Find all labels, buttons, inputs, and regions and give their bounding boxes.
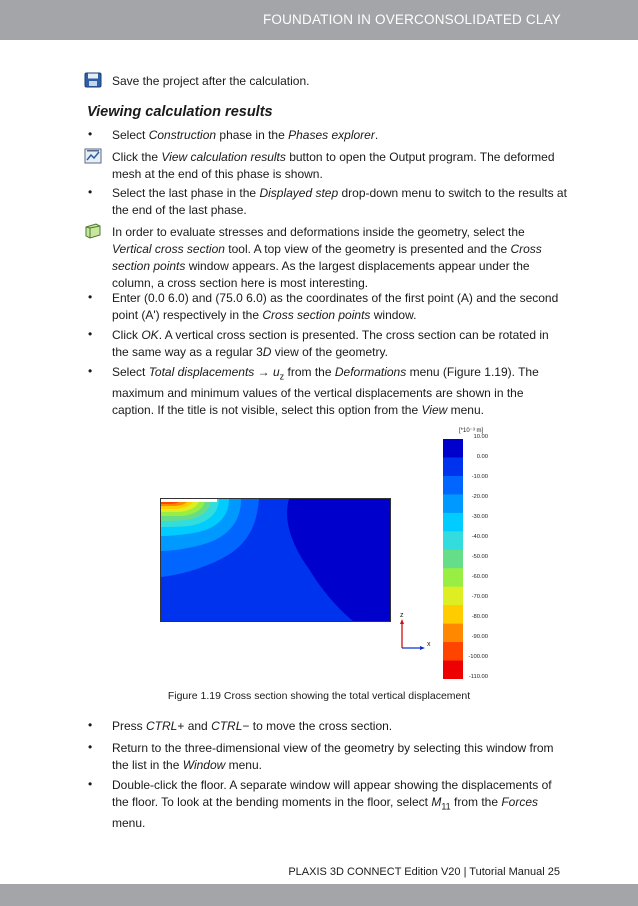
page-header-bar	[0, 0, 638, 40]
legend-swatch	[443, 531, 463, 550]
output-icon	[84, 148, 102, 164]
bullet-marker: •	[88, 185, 93, 199]
instruction-text: Return to the three-dimensional view of the geometry by selecting this window from the list in the Window menu.	[112, 741, 554, 772]
legend-label: -100.00	[468, 654, 488, 660]
legend-label: -40.00	[471, 534, 488, 540]
bullet-marker: •	[88, 127, 93, 141]
legend-swatch	[443, 568, 463, 587]
bullet-marker: •	[88, 327, 93, 341]
legend-label: -30.00	[471, 514, 488, 520]
legend-swatch	[443, 439, 463, 458]
instruction-text: Select Construction phase in the Phases explorer.	[112, 128, 379, 142]
legend-swatch	[443, 457, 463, 476]
legend-swatch	[443, 513, 463, 532]
legend-label: -10.00	[471, 474, 488, 480]
axis-x-label: x	[427, 641, 431, 648]
legend-swatch	[443, 605, 463, 624]
legend-swatch	[443, 661, 463, 679]
legend-label: -90.00	[471, 634, 488, 640]
instruction-text: Press CTRL+ and CTRL− to move the cross section.	[112, 719, 393, 733]
instruction-text: Select Total displacements → $u_z$ from the Deformations menu (Figure 1.19). The maximum and minimum values of the vertical displacements are shown in the caption. If the title is not visible, select this option from the View menu.	[112, 365, 539, 418]
instruction-text: Select the last phase in the Displayed step drop-down menu to switch to the results at the end of the last phase.	[112, 186, 567, 217]
cross-section-plot	[160, 498, 391, 622]
bullet-marker: •	[88, 777, 93, 791]
legend-label: 0.00	[476, 454, 488, 460]
instruction-text: Double-click the floor. A separate window will appear showing the displacements of the floor. To look at the bending moments in the floor, select $M_{11}$ from the Forces menu.	[112, 778, 552, 831]
bullet-marker: •	[88, 740, 93, 754]
instruction-text: Click OK. A vertical cross section is presented. The cross section can be rotated in the same way as a regular 3D view of the geometry.	[112, 328, 549, 359]
legend-label: -110.00	[468, 674, 488, 680]
legend-swatch	[443, 476, 463, 495]
legend-label: 10.00	[473, 434, 488, 440]
bullet-marker: •	[88, 290, 93, 304]
legend-label: -20.00	[471, 494, 488, 500]
chapter-title: FOUNDATION IN OVERCONSOLIDATED CLAY	[262, 12, 561, 27]
page-footer-bar	[0, 884, 638, 906]
legend-swatch	[443, 494, 463, 513]
legend-swatch	[443, 550, 463, 569]
legend-label: -60.00	[471, 574, 488, 580]
axis-triad	[398, 616, 428, 652]
instruction-text: Enter (0.0 6.0) and (75.0 6.0) as the coordinates of the first point (A) and the second point (A') respectively in the Cross section points window.	[112, 291, 559, 322]
legend-unit: [*10⁻³ m]	[459, 428, 484, 434]
legend-color-bar	[443, 439, 463, 679]
legend-swatch	[443, 624, 463, 643]
legend-swatch	[443, 642, 463, 661]
legend-label: -80.00	[471, 614, 488, 620]
save-note-text: Save the project after the calculation.	[112, 74, 310, 88]
instruction-text: Click the View calculation results button to open the Output program. The deformed mesh at the end of this phase is shown.	[112, 150, 555, 181]
axis-z-label: z	[400, 612, 404, 619]
cross-section-icon	[84, 223, 102, 239]
legend-swatch	[443, 587, 463, 606]
instruction-text: In order to evaluate stresses and deformations inside the geometry, select the Vertical cross section tool. A top view of the geometry is presented and the Cross section points window appears. As the largest displacements appear under the column, a cross section here is most interesting.	[112, 225, 542, 290]
bullet-marker: •	[88, 718, 93, 732]
save-icon	[84, 72, 102, 88]
figure-caption: Figure 1.19 Cross section showing the total vertical displacement	[167, 690, 471, 702]
bullet-marker: •	[88, 364, 93, 378]
legend-label: -70.00	[471, 594, 488, 600]
legend-label: -50.00	[471, 554, 488, 560]
footer-text: PLAXIS 3D CONNECT Edition V20 | Tutorial Manual 25	[288, 866, 560, 878]
section-title: Viewing calculation results	[87, 104, 273, 120]
